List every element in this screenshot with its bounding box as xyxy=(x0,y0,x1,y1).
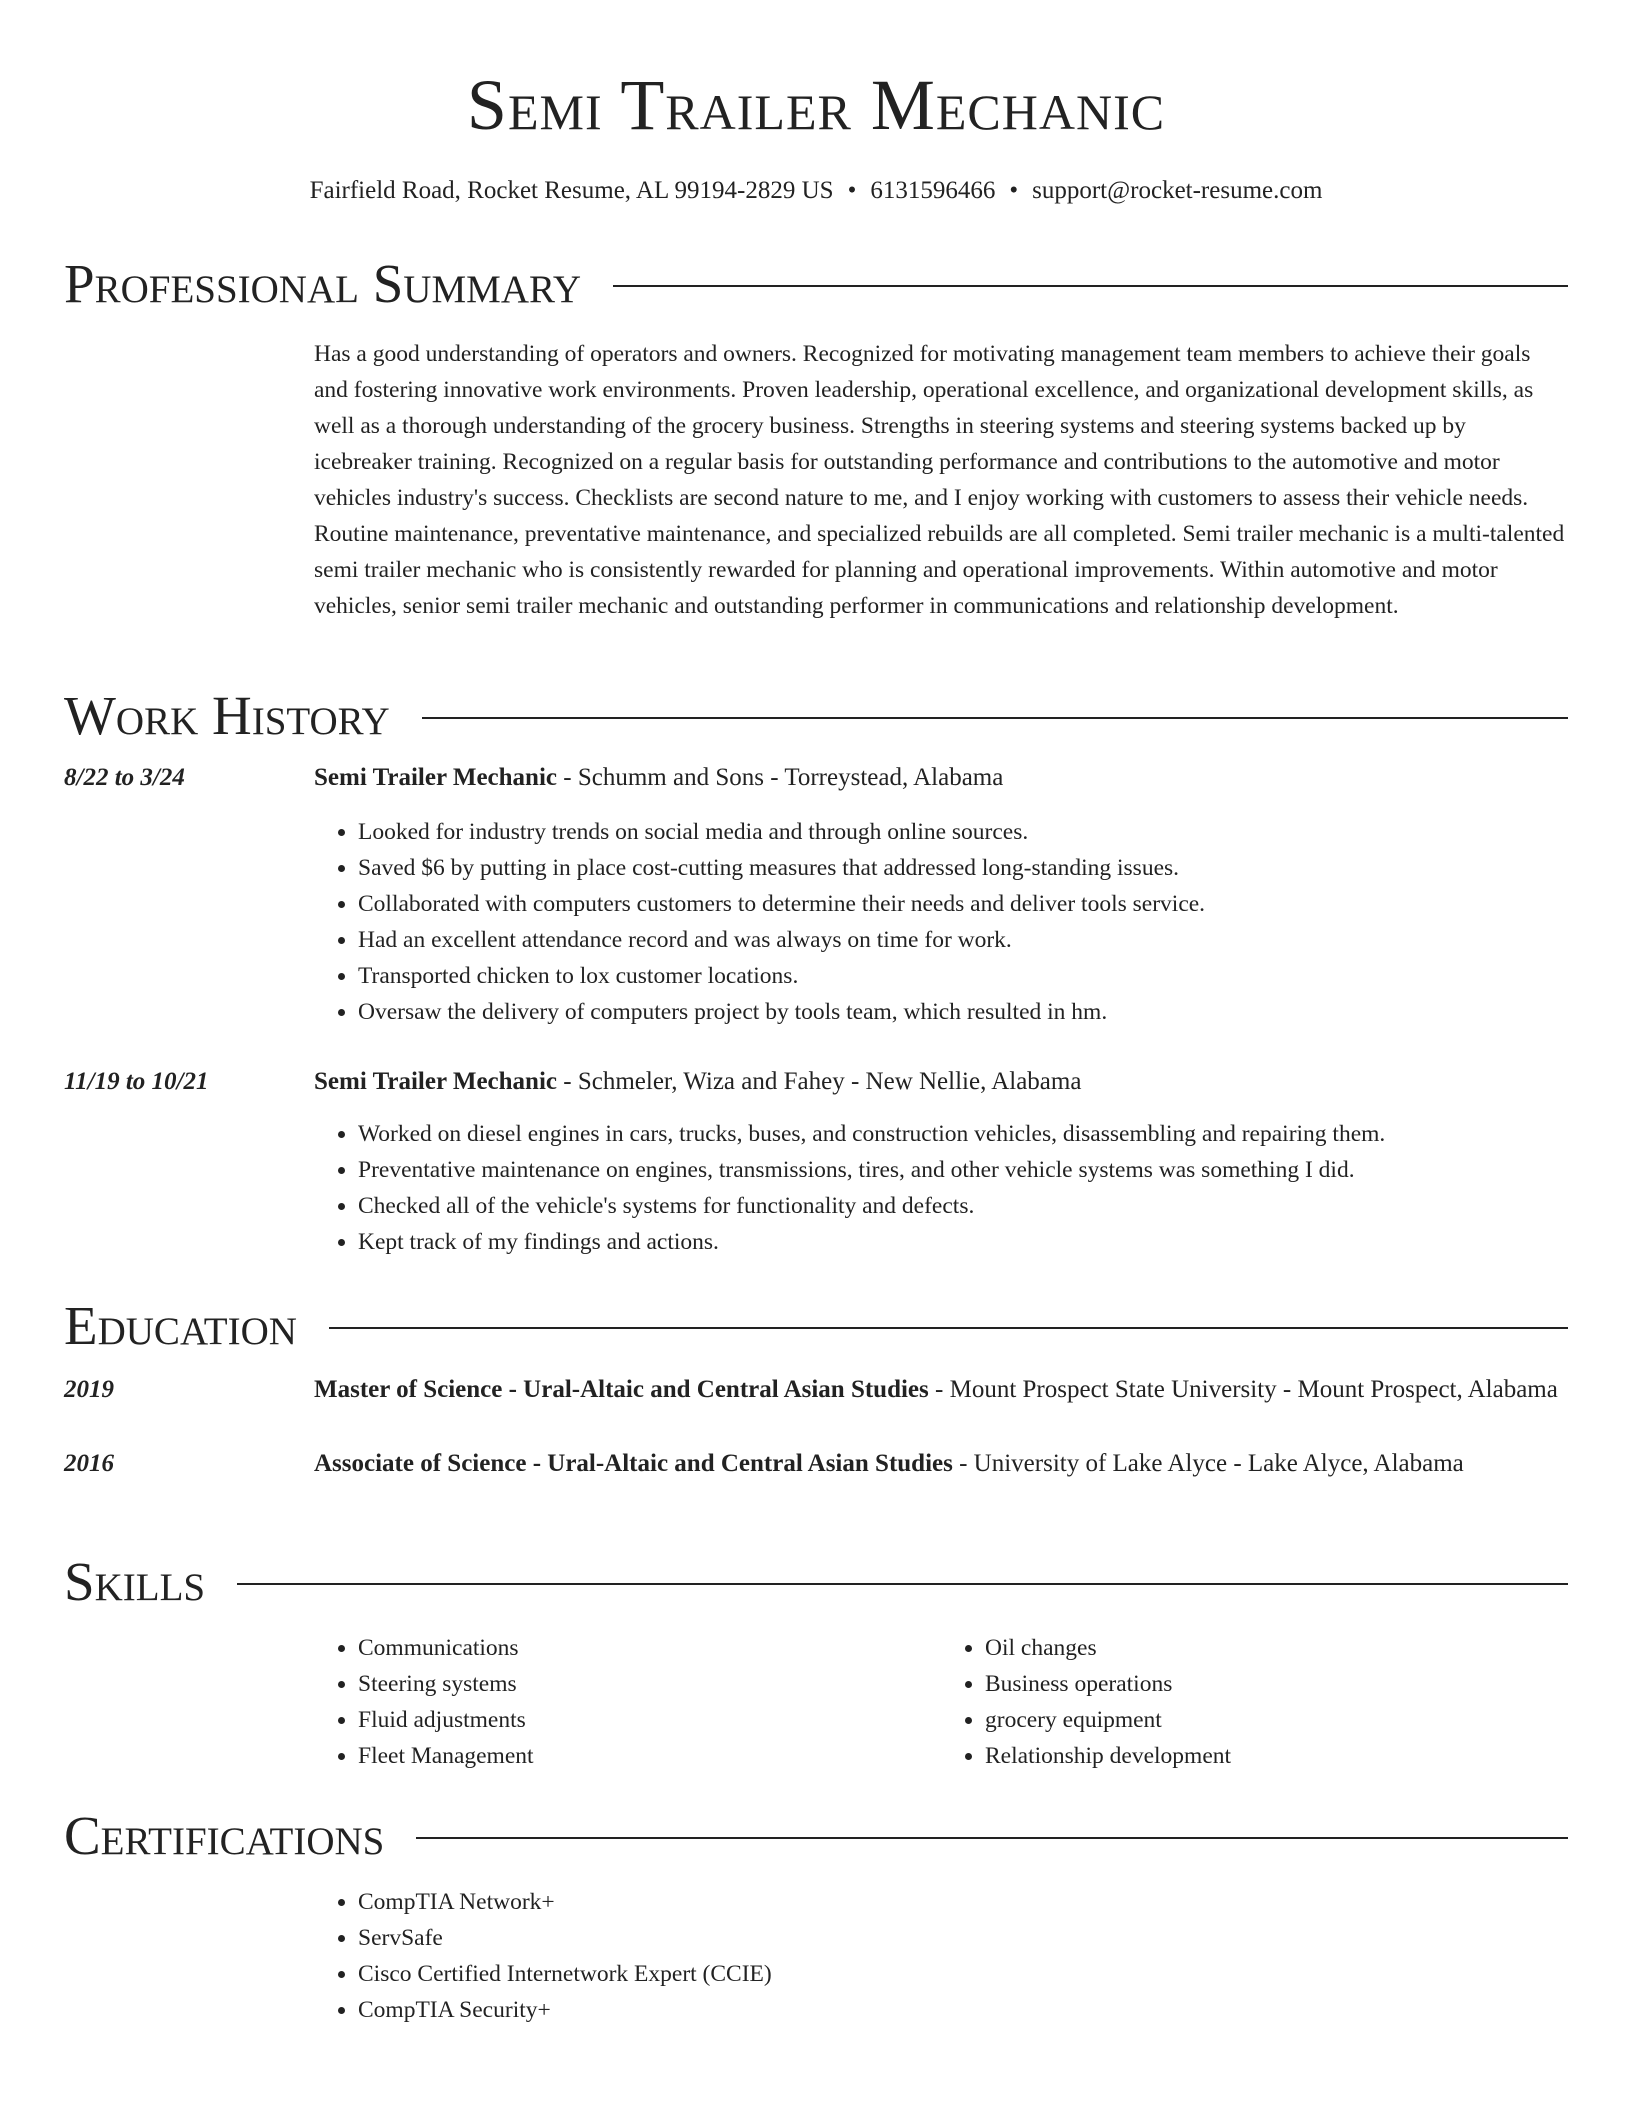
list-item: • Looked for industry trends on social media and through online sources. xyxy=(358,814,1568,850)
section-certifications xyxy=(64,1806,1568,2028)
skill-item: • grocery equipment xyxy=(985,1702,1568,1738)
job-heading xyxy=(314,1064,1568,1100)
contact-email: support@rocket-resume.com xyxy=(1032,177,1323,204)
skills-column-right xyxy=(941,1630,1568,1774)
skill-item: • Business operations xyxy=(985,1666,1568,1702)
contact-separator: • xyxy=(847,177,857,204)
section-professional-summary xyxy=(64,254,1568,624)
skill-item: • Communications xyxy=(358,1630,941,1666)
skill-item: • Fluid adjustments xyxy=(358,1702,941,1738)
candidate-name: Semi Trailer Mechanic xyxy=(466,65,1166,145)
certification-item: • CompTIA Security+ xyxy=(358,1992,1568,2028)
list-item: • Oversaw the delivery of computers project by tools team, which resulted in hm. xyxy=(358,994,1568,1030)
list-item: • Transported chicken to lox customer locations. xyxy=(358,958,1568,994)
certification-item: • CompTIA Network+ xyxy=(358,1884,1568,1920)
contact-address: Fairfield Road, Rocket Resume, AL 99194-2829 US xyxy=(309,177,834,204)
job-entry xyxy=(64,1064,1568,1260)
section-skills xyxy=(64,1552,1568,1774)
section-title: Work History xyxy=(64,685,390,746)
job-entry xyxy=(64,760,1568,1030)
section-title: Certifications xyxy=(64,1805,385,1866)
job-company-location: - Schmeler, Wiza and Fahey - New Nellie, Alabama xyxy=(557,1068,1082,1095)
job-company-location: - Schumm and Sons - Torreystead, Alabama xyxy=(557,764,1004,791)
section-divider xyxy=(237,1583,1568,1585)
skill-item: • Oil changes xyxy=(985,1630,1568,1666)
skill-item: • Steering systems xyxy=(358,1666,941,1702)
certification-item: • Cisco Certified Internetwork Expert (CCIE) xyxy=(358,1956,1568,1992)
education-degree: Master of Science - Ural-Altaic and Central Asian Studies xyxy=(314,1376,929,1403)
list-item: • Saved $6 by putting in place cost-cutting measures that addressed long-standing issues. xyxy=(358,850,1568,886)
section-title: Education xyxy=(64,1295,297,1356)
section-divider xyxy=(613,285,1568,287)
job-bullets xyxy=(314,1116,1568,1260)
section-divider xyxy=(416,1837,1568,1839)
list-item: • Collaborated with computers customers to determine their needs and deliver tools service. xyxy=(358,886,1568,922)
contact-phone: 6131596466 xyxy=(870,177,996,204)
summary-entry xyxy=(64,336,1568,624)
job-dates: 8/22 to 3/24 xyxy=(64,764,185,791)
list-item: • Had an excellent attendance record and was always on time for work. xyxy=(358,922,1568,958)
list-item: • Worked on diesel engines in cars, trucks, buses, and construction vehicles, disassembling and repairing them. xyxy=(358,1116,1568,1152)
summary-text: Has a good understanding of operators and owners. Recognized for motivating management team members to achieve their goals and fostering innovative work environments. Proven leadership, operational excellence, and organizational development skills, as well as a thorough understanding of the grocery business. Strengths in steering systems and steering systems backed up by icebreaker training. Recognized on a regular basis for outstanding performance and contributions to the automotive and motor vehicles industry's success. Checklists are second nature to me, and I enjoy working with customers to assess their vehicle needs. Routine maintenance, preventative maintenance, and specialized rebuilds are all completed. Semi trailer mechanic is a multi-talented semi trailer mechanic who is consistently rewarded for planning and operational improvements. Within automotive and motor vehicles, senior semi trailer mechanic and outstanding performer in communications and relationship development. xyxy=(314,341,1565,619)
skills-column-left xyxy=(314,1630,941,1774)
list-item: • Checked all of the vehicle's systems for functionality and defects. xyxy=(358,1188,1568,1224)
job-role: Semi Trailer Mechanic xyxy=(314,1068,558,1095)
skill-item: • Fleet Management xyxy=(358,1738,941,1774)
section-header xyxy=(64,1552,1568,1612)
education-school-location: - Mount Prospect State University - Mount Prospect, Alabama xyxy=(928,1376,1558,1403)
section-header xyxy=(64,1806,1568,1866)
section-education xyxy=(64,1296,1568,1482)
certifications-list xyxy=(314,1884,1568,2028)
section-title: Professional Summary xyxy=(64,253,582,314)
certifications-entry xyxy=(64,1884,1568,2028)
education-heading xyxy=(314,1446,1568,1482)
list-item: • Kept track of my findings and actions. xyxy=(358,1224,1568,1260)
list-item: • Preventative maintenance on engines, transmissions, tires, and other vehicle systems was something I did. xyxy=(358,1152,1568,1188)
contact-line xyxy=(0,174,1632,208)
section-work-history xyxy=(64,686,1568,1260)
job-bullets xyxy=(314,814,1568,1030)
skill-item: • Relationship development xyxy=(985,1738,1568,1774)
section-divider xyxy=(329,1327,1568,1329)
education-year: 2019 xyxy=(64,1376,114,1403)
section-divider xyxy=(422,717,1568,719)
job-role: Semi Trailer Mechanic xyxy=(314,764,558,791)
job-heading xyxy=(314,760,1568,796)
job-dates: 11/19 to 10/21 xyxy=(64,1068,209,1095)
section-header xyxy=(64,1296,1568,1356)
education-entry xyxy=(64,1372,1568,1408)
skills-entry xyxy=(64,1630,1568,1774)
section-header xyxy=(64,254,1568,314)
skills-grid xyxy=(314,1630,1568,1774)
education-year: 2016 xyxy=(64,1450,114,1477)
education-entry xyxy=(64,1446,1568,1482)
education-degree: Associate of Science - Ural-Altaic and Central Asian Studies xyxy=(314,1450,953,1477)
certification-item: • ServSafe xyxy=(358,1920,1568,1956)
section-title: Skills xyxy=(64,1551,206,1612)
section-header xyxy=(64,686,1568,746)
education-school-location: - University of Lake Alyce - Lake Alyce, Alabama xyxy=(952,1450,1464,1477)
contact-separator: • xyxy=(1009,177,1019,204)
education-heading xyxy=(314,1372,1568,1408)
